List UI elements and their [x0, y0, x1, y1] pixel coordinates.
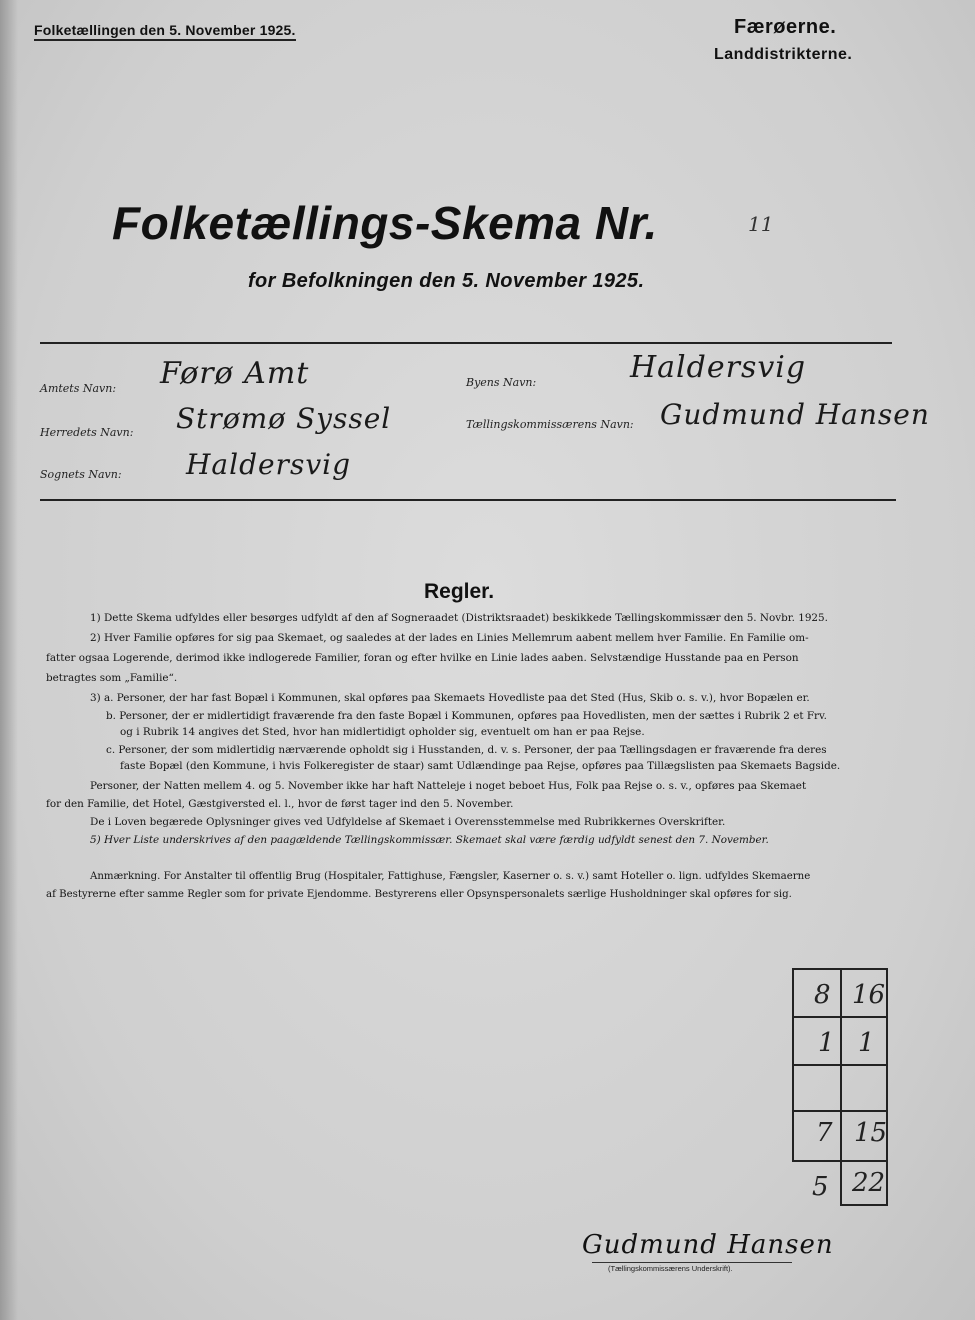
kommissaer-value: Gudmund Hansen: [660, 398, 930, 431]
page-edge-shadow: [0, 0, 18, 1320]
rules-heading: Regler.: [424, 580, 495, 603]
sogn-label: Sognets Navn:: [40, 468, 122, 481]
rule-4-end: De i Loven begærede Oplysninger gives ved Udfyldelse af Skemaet i Overensstemmelse med Rubrikkernes Overskrifter.: [90, 816, 726, 828]
tally-value: 5: [812, 1172, 829, 1202]
form-number: 11: [748, 212, 774, 236]
signature-line: [592, 1262, 792, 1263]
district-label: Landdistrikterne.: [714, 46, 853, 63]
by-value: Haldersvig: [630, 350, 807, 385]
commissioner-signature: Gudmund Hansen: [582, 1230, 834, 1260]
rule-4-cont: for den Familie, det Hotel, Gæstgiversted el. l., hvor de først tager ind den 5. November.: [46, 798, 514, 810]
kommissaer-label: Tællingskommissærens Navn:: [466, 418, 634, 431]
rule-1: 1) Dette Skema udfyldes eller besørges udfyldt af den af Sogneraadet (Distriktsraadet) beskikkede Tællingskommissær den 5. Novbr. 1925.: [90, 612, 828, 624]
rule-4: Personer, der Natten mellem 4. og 5. November ikke har haft Natteleje i noget beboet Hus, Folk paa Rejse o. s. v., opføres paa Skemaet: [90, 780, 807, 792]
rule-2: 2) Hver Familie opføres for sig paa Skemaet, og saaledes at der lades en Linies Mellemrum aabent mellem hver Familie. En Familie om-: [90, 632, 809, 644]
rule-3c-cont: faste Bopæl (den Kommune, i hvis Folkeregister de staar) samt Udlændinge paa Rejse, opføres paa Tillægslisten paa Skemaets Bagside.: [120, 760, 841, 772]
by-label: Byens Navn:: [466, 376, 537, 389]
form-subtitle: for Befolkningen den 5. November 1925.: [248, 270, 645, 292]
herred-value: Strømø Syssel: [176, 402, 392, 435]
tally-value: 22: [852, 1168, 886, 1198]
tally-value: 1: [818, 1028, 835, 1058]
region-label: Færøerne.: [734, 16, 837, 38]
rule-3b-cont: og i Rubrik 14 angives det Sted, hvor han midlertidigt opholder sig, eventuelt om han er paa Rejse.: [120, 726, 645, 738]
top-divider: [40, 342, 892, 344]
census-header-line: Folketællingen den 5. November 1925.: [34, 22, 296, 41]
rule-2-cont: fatter ogsaa Logerende, derimod ikke indlogerede Familier, foran og efter hvilke en Linie lades aaben. Selvstændige Husstande paa en Person: [46, 652, 799, 664]
tally-value: 16: [852, 980, 886, 1010]
rule-2-end: betragtes som „Familie“.: [46, 672, 178, 684]
bottom-divider: [40, 499, 896, 501]
tally-value: 1: [858, 1028, 875, 1058]
tally-value: 7: [816, 1118, 833, 1148]
rule-3c: c. Personer, der som midlertidig nærværende opholdt sig i Husstanden, d. v. s. Personer, der paa Tællingsdagen er fraværende fra deres: [106, 744, 827, 756]
rule-3b: b. Personer, der er midlertidigt fraværende fra den faste Bopæl i Kommunen, opføres paa Hovedlisten, men der sættes i Rubrik 2 et Frv.: [106, 710, 827, 722]
tally-cell: [840, 1064, 888, 1112]
herred-label: Herredets Navn:: [40, 426, 134, 439]
rule-5: 5) Hver Liste underskrives af den paagældende Tællingskommissær. Skemaet skal være færdig udfyldt senest den 7. November.: [90, 834, 769, 846]
tally-value: 8: [814, 980, 831, 1010]
form-title: Folketællings-Skema Nr.: [112, 197, 658, 249]
rule-3a: 3) a. Personer, der har fast Bopæl i Kommunen, skal opføres paa Skemaets Hovedliste paa det Sted (Hus, Skib o. s. v.), hvor Bopælen er.: [90, 692, 810, 704]
amt-label: Amtets Navn:: [40, 382, 117, 395]
tally-value: 15: [854, 1118, 888, 1148]
amt-value: Førø Amt: [160, 356, 310, 391]
tally-cell: [792, 1064, 842, 1112]
signature-caption: (Tællingskommissærens Underskrift).: [608, 1264, 733, 1273]
sogn-value: Haldersvig: [186, 448, 352, 481]
note-line-1: Anmærkning. For Anstalter til offentlig Brug (Hospitaler, Fattighuse, Fængsler, Kaserner o. s. v.) samt Hoteller o. lign. udfyldes Skemaerne: [90, 871, 811, 882]
note-line-2: af Bestyrerne efter samme Regler som for private Ejendomme. Bestyrerens eller Opsynspersonalets særlige Husholdninger skal opføres for sig.: [46, 889, 792, 900]
